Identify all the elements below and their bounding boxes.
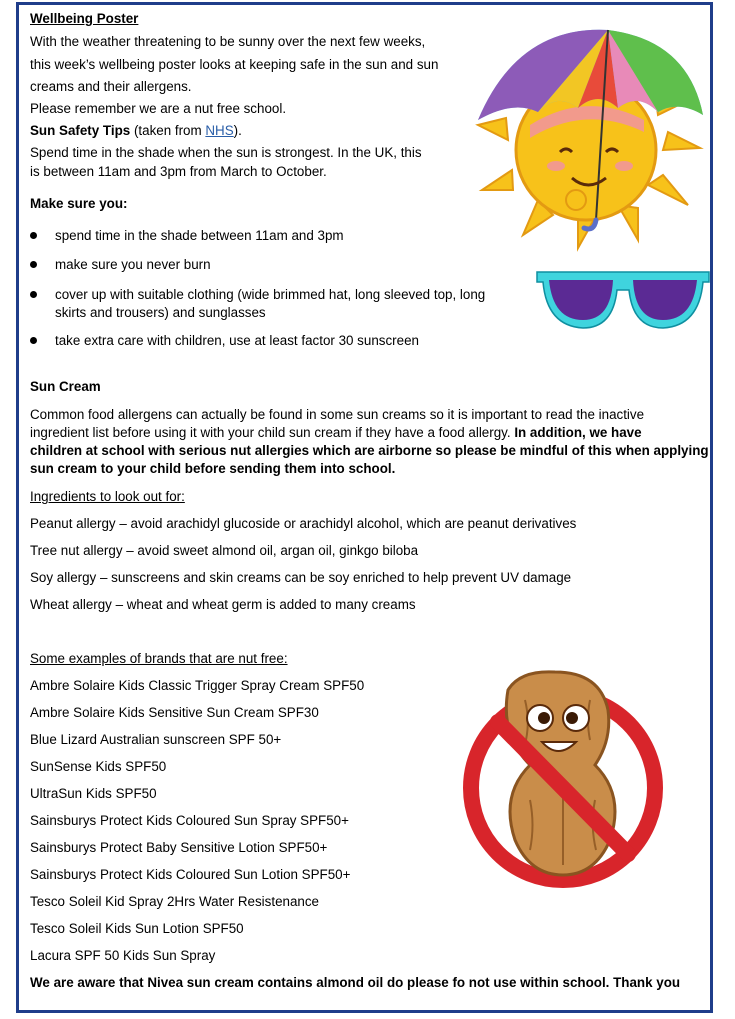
bullet-dot xyxy=(30,261,37,268)
nivea-note: We are aware that Nivea sun cream contains almond oil do please fo not use within school. Thank you xyxy=(30,975,681,990)
brand-item: UltraSun Kids SPF50 xyxy=(30,786,157,801)
shade-line-2: is between 11am and 3pm from March to October. xyxy=(30,164,327,179)
bullet-item-continued: skirts and trousers) and sunglasses xyxy=(55,305,266,320)
make-sure-heading: Make sure you: xyxy=(30,196,128,211)
tips-source-suffix: ). xyxy=(233,123,242,138)
bullet-dot xyxy=(30,291,37,298)
brand-item: Sainsburys Protect Kids Coloured Sun Lotion SPF50+ xyxy=(30,867,351,882)
sun-umbrella-icon xyxy=(468,20,708,260)
allergy-item: Wheat allergy – wheat and wheat germ is added to many creams xyxy=(30,597,416,612)
shade-line-1: Spend time in the shade when the sun is strongest. In the UK, this xyxy=(30,145,422,160)
intro-line-2: this week’s wellbeing poster looks at keeping safe in the sun and sun xyxy=(30,57,439,72)
bullet-dot xyxy=(30,337,37,344)
poster-title: Wellbeing Poster xyxy=(30,11,139,26)
tips-heading-line xyxy=(30,122,242,140)
allergy-item: Peanut allergy – avoid arachidyl glucoside or arachidyl alcohol, which are peanut derivatives xyxy=(30,516,577,531)
brand-item: Sainsburys Protect Baby Sensitive Lotion SPF50+ xyxy=(30,840,328,855)
brand-item: Sainsburys Protect Kids Coloured Sun Spray SPF50+ xyxy=(30,813,349,828)
brand-item: Tesco Soleil Kid Spray 2Hrs Water Resistenance xyxy=(30,894,320,909)
intro-line-3: creams and their allergens. xyxy=(30,79,192,94)
no-peanut-icon xyxy=(460,660,670,890)
brand-item: Lacura SPF 50 Kids Sun Spray xyxy=(30,948,216,963)
suncream-para-line-3: children at school with serious nut allergies which are airborne so please be mindful of this when applying xyxy=(30,443,709,458)
allergy-item: Soy allergy – sunscreens and skin creams can be soy enriched to help prevent UV damage xyxy=(30,570,572,585)
suncream-para-bold: In addition, we have xyxy=(514,425,642,440)
bullet-item: take extra care with children, use at least factor 30 sunscreen xyxy=(55,333,419,348)
suncream-para-line-4: sun cream to your child before sending them into school. xyxy=(30,461,396,476)
tips-heading: Sun Safety Tips xyxy=(30,123,131,138)
brand-item: Ambre Solaire Kids Classic Trigger Spray Cream SPF50 xyxy=(30,678,365,693)
suncream-para-line-2 xyxy=(30,424,642,442)
bullet-item: make sure you never burn xyxy=(55,257,211,272)
nhs-link[interactable]: NHS xyxy=(205,123,234,138)
brand-item: Blue Lizard Australian sunscreen SPF 50+ xyxy=(30,732,282,747)
suncream-para-plain: ingredient list before using it with your child sun cream if they have a food allergy. xyxy=(30,425,515,440)
bullet-dot xyxy=(30,232,37,239)
intro-line-1: With the weather threatening to be sunny over the next few weeks, xyxy=(30,34,426,49)
brand-item: Ambre Solaire Kids Sensitive Sun Cream SPF30 xyxy=(30,705,319,720)
bullet-item: cover up with suitable clothing (wide brimmed hat, long sleeved top, long xyxy=(55,287,486,302)
sunglasses-icon xyxy=(533,268,713,332)
brand-item: SunSense Kids SPF50 xyxy=(30,759,167,774)
bullet-item: spend time in the shade between 11am and 3pm xyxy=(55,228,344,243)
nut-free-notice: Please remember we are a nut free school. xyxy=(30,101,287,116)
suncream-heading: Sun Cream xyxy=(30,379,101,394)
brand-item: Tesco Soleil Kids Sun Lotion SPF50 xyxy=(30,921,244,936)
tips-source-prefix: (taken from xyxy=(130,123,206,138)
allergy-item: Tree nut allergy – avoid sweet almond oil, argan oil, ginkgo biloba xyxy=(30,543,419,558)
suncream-para-line-1: Common food allergens can actually be found in some sun creams so it is important to read the inactive xyxy=(30,407,645,422)
brands-heading: Some examples of brands that are nut free: xyxy=(30,651,288,666)
ingredients-heading: Ingredients to look out for: xyxy=(30,489,185,504)
